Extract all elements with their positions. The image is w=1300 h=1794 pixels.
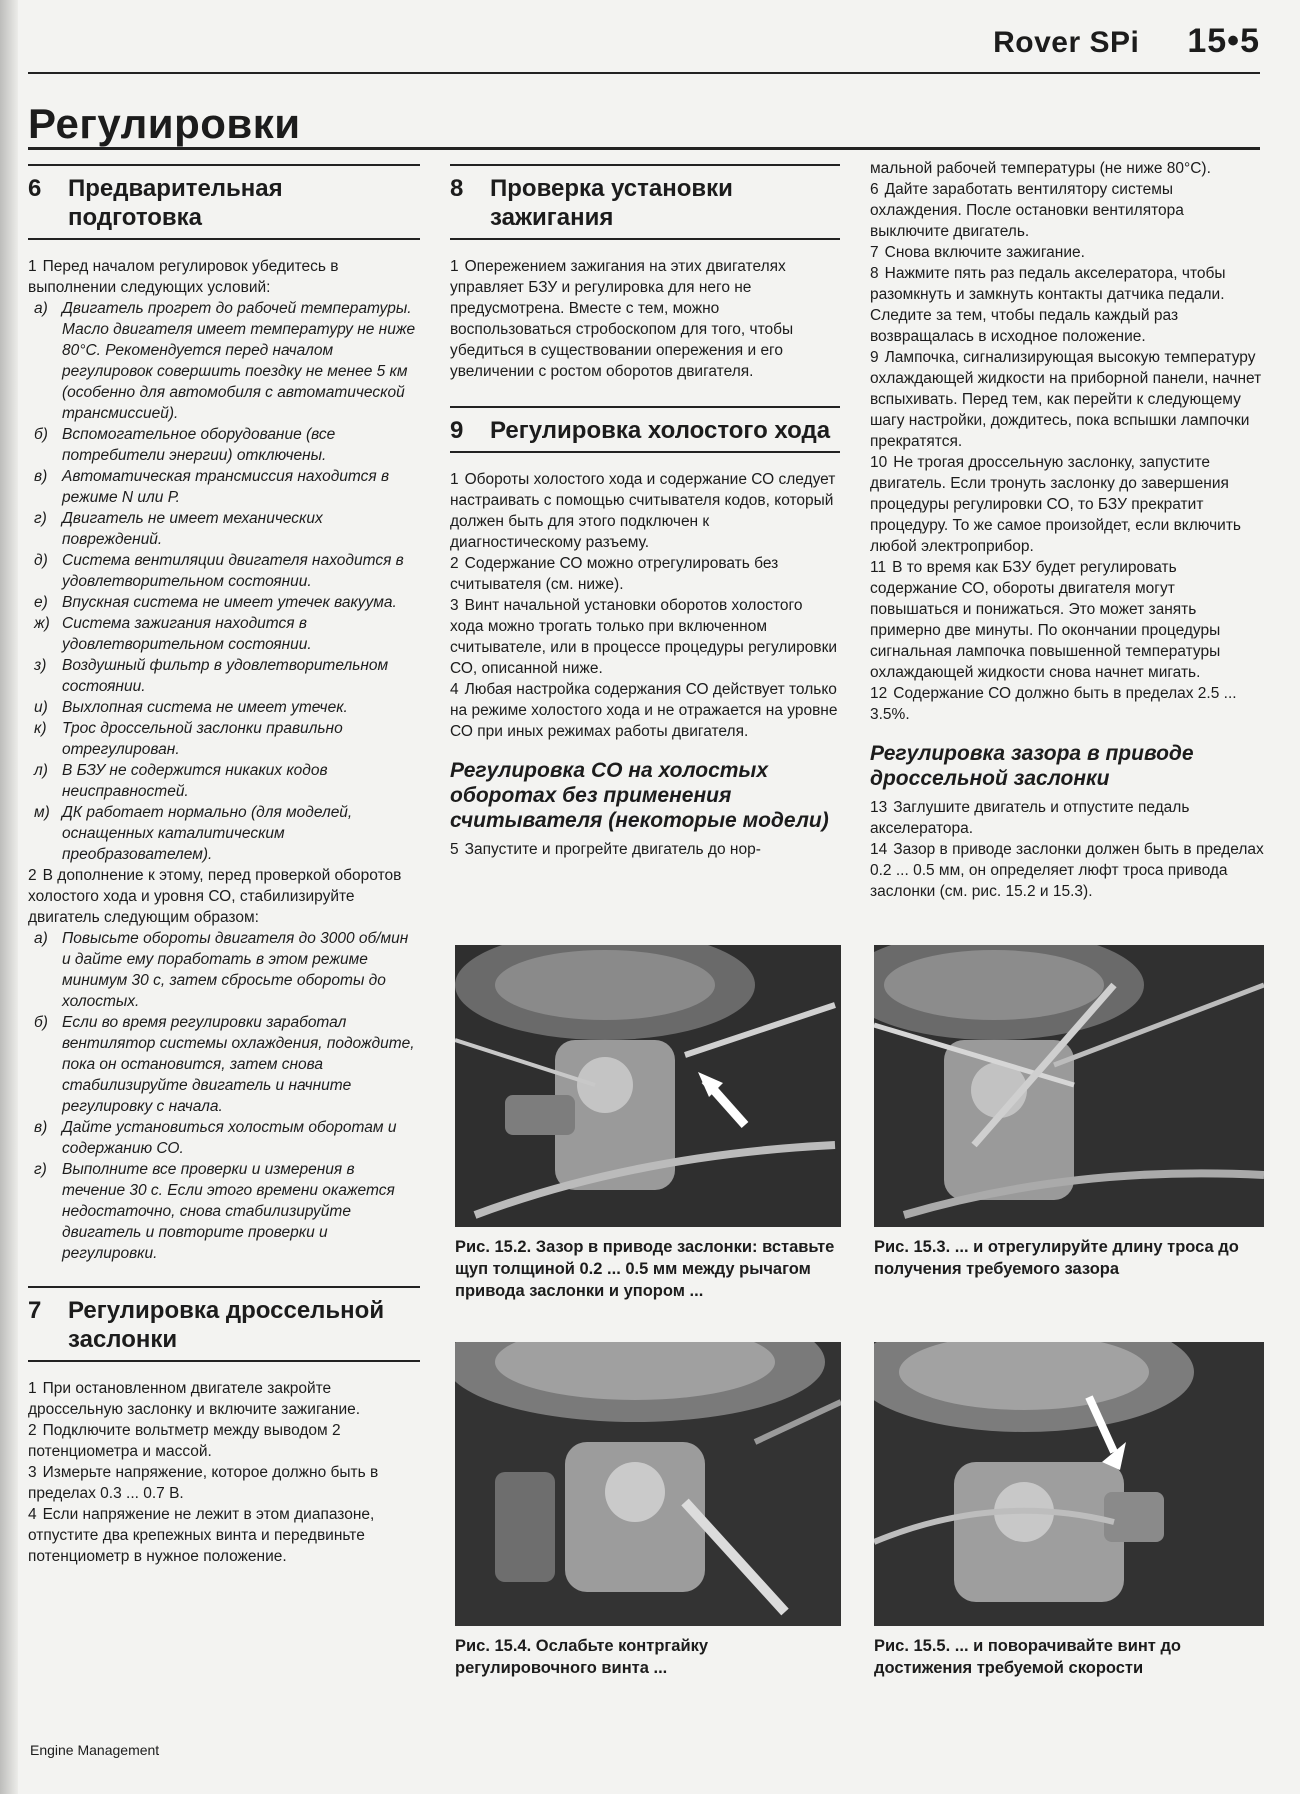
paragraph: 5 Запустите и прогрейте двигатель до нор- [450,841,761,858]
paragraph: 1 Перед началом регулировок убедитесь в выполнении следующих условий: [28,258,339,296]
paragraph: 1 При остановленном двигателе закройте дроссельную заслонку и включите зажигание. [28,1380,361,1418]
section-6-heading [28,174,420,232]
figure-15-2-caption: Рис. 15.2. Зазор в приводе заслонки: вставьте щуп толщиной 0.2 ... 0.5 мм между рычагом привода заслонки и упором ... [455,1238,835,1300]
section-rule [28,1360,420,1362]
column-1 [28,158,420,1567]
paragraph: 12 Содержание СО должно быть в пределах 2.5 ... 3.5%. [870,685,1237,723]
figure-15-2-photo [455,945,841,1227]
paragraph: 3 Винт начальной установки оборотов холостого хода можно трогать только при включенном считывателе, или в процессе процедуры регулировки СО, описанной ниже. [450,597,838,677]
figure-15-3-photo [874,945,1264,1227]
section-title: Проверка установки зажигания [490,175,733,231]
section-8-heading [450,174,840,232]
stabilize-list [28,928,420,1264]
list-item: е) Впускная система не имеет утечек вакуума. [34,594,397,611]
subheading: Регулировка СО на холостых оборотах без применения считывателя (некоторые модели) [450,759,829,832]
paragraph: 9 Лампочка, сигнализирующая высокую температуру охлаждающей жидкости на приборной панели, начнет вспыхивать. Перед тем, как перейти к следующему шагу настройки, дождитесь, пока вспышки лампочки прекратятся. [870,349,1262,450]
list-item: д) Система вентиляции двигателя находится в удовлетворительном состоянии. [34,552,404,590]
paragraph: 4 Если напряжение не лежит в этом диапазоне, отпустите два крепежных винта и передвиньте потенциометр в нужное положение. [28,1506,375,1565]
list-item: и) Выхлопная система не имеет утечек. [34,699,348,716]
title-rule [28,147,1260,150]
list-item: б) Вспомогательное оборудование (все потребители энергии) отключены. [34,426,336,464]
figure-15-4-photo [455,1342,841,1626]
list-item: л) В БЗУ не содержится никаких кодов неисправностей. [34,762,328,800]
section-rule [450,406,840,408]
paragraph: 1 Опережением зажигания на этих двигателях управляет БЗУ и регулировка для него не предусмотрена. Вместе с тем, можно воспользоваться стробоскопом для того, чтобы убедиться в существовании опережения и его увеличении с ростом оборотов двигателя. [450,258,794,380]
paragraph: 3 Измерьте напряжение, которое должно быть в пределах 0.3 ... 0.7 В. [28,1464,379,1502]
subheading: Регулировка зазора в приводе дроссельной заслонки [870,742,1194,790]
list-item: в) Автоматическая трансмиссия находится в режиме N или Р. [34,468,390,506]
section-rule [450,238,840,240]
paragraph: 13 Заглушите двигатель и отпустите педаль акселератора. [870,799,1190,837]
section-7-heading [28,1296,420,1354]
list-item: к) Трос дроссельной заслонки правильно отрегулирован. [34,720,343,758]
section-rule [450,451,840,453]
section-title: Регулировка холостого хода [490,417,831,444]
list-item: а) Повысьте обороты двигателя до 3000 об/мин и дайте ему поработать в этом режиме минимум 30 с, затем сбросьте обороты до холостых. [34,930,409,1010]
column-3 [870,158,1264,902]
page-number: 15•5 [1187,22,1260,60]
list-item: в) Дайте установиться холостым оборотам и содержанию СО. [34,1119,397,1157]
section-number: 6 [28,175,42,202]
section-rule [28,164,420,166]
section-rule [28,1286,420,1288]
figure-15-3-caption: Рис. 15.3. ... и отрегулируйте длину троса до получения требуемого зазора [874,1238,1239,1278]
figure-15-5-photo [874,1342,1264,1626]
paragraph: 2 Содержание СО можно отрегулировать без считывателя (см. ниже). [450,555,779,593]
list-item: б) Если во время регулировки заработал вентилятор системы охлаждения, подождите, пока он остановится, затем снова стабилизируйте двигатель и начните регулировку с начала. [34,1014,415,1115]
section-number: 7 [28,1297,42,1324]
paragraph: 8 Нажмите пять раз педаль акселератора, чтобы разомкнуть и замкнуть контакты датчика педали. Следите за тем, чтобы педаль каждый раз возвращалась в исходное положение. [870,265,1226,345]
scan-edge [0,0,18,1794]
conditions-list [28,298,420,865]
paragraph: 2 Подключите вольтметр между выводом 2 потенциометра и массой. [28,1422,341,1460]
book-title: Rover SPi [993,26,1140,59]
list-item: а) Двигатель прогрет до рабочей температуры. Масло двигателя имеет температуру не ниже 80°С. Рекомендуется перед началом регулировок совершить поездку не менее 5 км (особенно для автомобиля с автоматической трансмиссией). [34,300,416,422]
paragraph: 4 Любая настройка содержания СО действует только на режиме холостого хода и не отражается на уровне СО при иных режимах работы двигателя. [450,681,838,740]
footer: Engine Management [30,1742,160,1758]
paragraph: 1 Обороты холостого хода и содержание СО следует настраивать с помощью считывателя кодов, который должен быть для этого подключен к диагностическому разъему. [450,471,836,551]
section-9-heading [450,416,840,445]
section-number: 8 [450,175,464,202]
header-rule [28,72,1260,74]
section-number: 9 [450,417,464,444]
column-2 [450,158,840,860]
section-rule [28,238,420,240]
paragraph: 2 В дополнение к этому, перед проверкой оборотов холостого хода и уровня СО, стабилизируйте двигатель следующим образом: [28,867,402,926]
section-title: Регулировка дроссельной заслонки [68,1297,385,1353]
list-item: з) Воздушный фильтр в удовлетворительном состоянии. [34,657,389,695]
figure-15-4-caption: Рис. 15.4. Ослабьте контргайку регулировочного винта ... [455,1637,709,1677]
figure-15-5-caption: Рис. 15.5. ... и поворачивайте винт до достижения требуемой скорости [874,1637,1182,1677]
list-item: г) Выполните все проверки и измерения в течение 30 с. Если этого времени окажется недостаточно, снова стабилизируйте двигатель и повторите проверки и регулировки. [34,1161,395,1262]
list-item: м) ДК работает нормально (для моделей, оснащенных каталитическим преобразователем). [34,804,353,863]
list-item: г) Двигатель не имеет механических повреждений. [34,510,323,548]
section-rule [450,164,840,166]
section-title: Предварительная подготовка [68,175,283,231]
paragraph: 11 В то время как БЗУ будет регулировать содержание СО, обороты двигателя могут повышаться и понижаться. Это может занять примерно две минуты. По окончании процедуры сигнальная лампочка повышенной температуры охлаждающей жидкости снова начнет мигать. [870,559,1221,681]
paragraph: 7 Снова включите зажигание. [870,244,1085,261]
paragraph: мальной рабочей температуры (не ниже 80°С). [870,160,1211,177]
paragraph: 10 Не трогая дроссельную заслонку, запустите двигатель. Если тронуть заслонку до завершения процедуры регулировки СО, то БЗУ прекратит процедуру. То же самое произойдет, если включить любой электроприбор. [870,454,1242,555]
list-item: ж) Система зажигания находится в удовлетворительном состоянии. [34,615,312,653]
paragraph: 14 Зазор в приводе заслонки должен быть в пределах 0.2 ... 0.5 мм, он определяет люфт троса привода заслонки (см. рис. 15.2 и 15.3). [870,841,1264,900]
page-title: Регулировки [28,100,301,147]
paragraph: 6 Дайте заработать вентилятору системы охлаждения. После остановки вентилятора выключите двигатель. [870,181,1184,240]
running-header [993,22,1260,61]
